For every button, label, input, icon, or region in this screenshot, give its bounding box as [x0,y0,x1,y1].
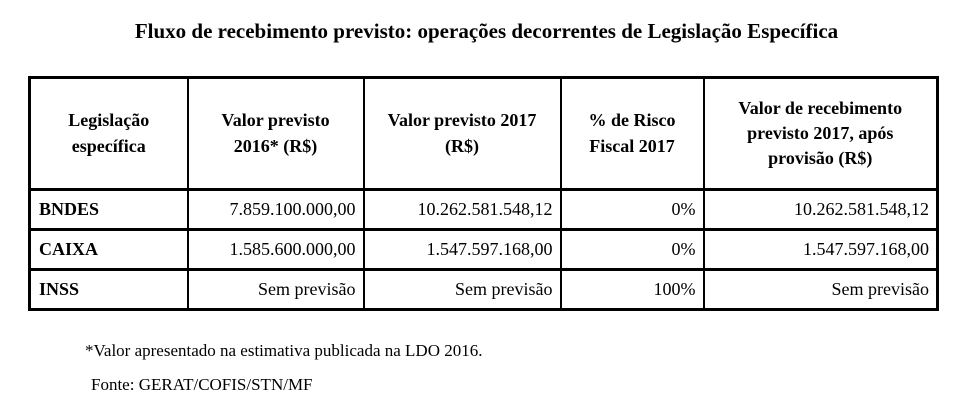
table-row-bndes [30,190,938,230]
caixa-valor-previsto-2017: 1.547.597.168,00 [364,230,561,270]
col-header-recebimento-apos-provisao: Valor de recebimento previsto 2017, após provisão (R$) [704,78,938,190]
inss-valor-previsto-2016: Sem previsão [188,270,364,310]
col-header-valor-previsto-2017: Valor previsto 2017 (R$) [364,78,561,190]
col-header-legislacao-especifica: Legislação específica [30,78,188,190]
bndes-risco-fiscal-2017: 0% [561,190,704,230]
footnote-asterisk: *Valor apresentado na estimativa publicada na LDO 2016. [85,341,483,360]
inss-risco-fiscal-2017: 100% [561,270,704,310]
col-header-risco-fiscal-2017: % de Risco Fiscal 2017 [561,78,704,190]
bndes-valor-previsto-2017: 10.262.581.548,12 [364,190,561,230]
fluxo-recebimento-table [28,76,939,311]
caixa-risco-fiscal-2017: 0% [561,230,704,270]
caixa-valor-previsto-2016: 1.585.600.000,00 [188,230,364,270]
caixa-recebimento-apos-provisao: 1.547.597.168,00 [704,230,938,270]
row-label-inss: INSS [30,270,188,310]
bndes-recebimento-apos-provisao: 10.262.581.548,12 [704,190,938,230]
inss-recebimento-apos-provisao: Sem previsão [704,270,938,310]
inss-valor-previsto-2017: Sem previsão [364,270,561,310]
table-title: Fluxo de recebimento previsto: operações decorrentes de Legislação Específica [134,19,839,43]
bndes-valor-previsto-2016: 7.859.100.000,00 [188,190,364,230]
row-label-caixa: CAIXA [30,230,188,270]
header-row [30,78,938,190]
col-header-valor-previsto-2016: Valor previsto 2016* (R$) [188,78,364,190]
table-row-inss [30,270,938,310]
row-label-bndes: BNDES [30,190,188,230]
footnote-source: Fonte: GERAT/COFIS/STN/MF [91,375,313,394]
table-row-caixa [30,230,938,270]
